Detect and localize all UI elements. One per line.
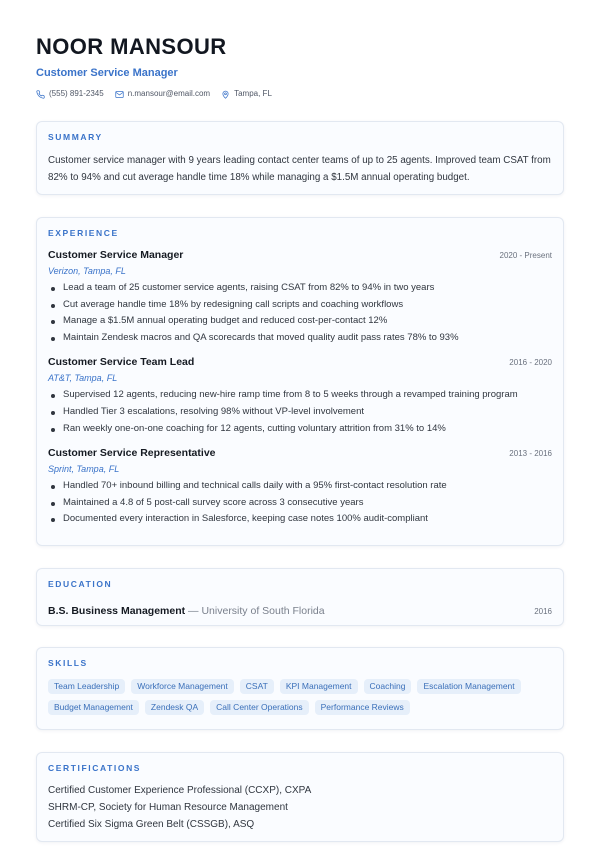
certifications-section: [36, 752, 564, 842]
school-name: University of South Florida: [201, 605, 325, 617]
job-company: Verizon, Tampa, FL: [48, 266, 126, 276]
skill-chips: [48, 679, 552, 721]
job-entry: [48, 248, 552, 346]
bullet-item: Ran weekly one-on-one coaching for 12 agents, cutting voluntary attrition from 31% to 14%: [48, 421, 552, 438]
bullet-item: Manage a $1.5M annual operating budget and reduced cost-per-contact 12%: [48, 313, 552, 330]
bullet-item: Maintained a 4.8 of 5 post-call survey score across 3 consecutive years: [48, 495, 552, 512]
map-pin-icon: [221, 90, 230, 99]
job-title: Customer Service Team Lead: [48, 356, 195, 369]
degree-name: B.S. Business Management: [48, 605, 186, 617]
skill-chip: Call Center Operations: [210, 700, 308, 715]
skill-chip: Workforce Management: [131, 679, 234, 694]
summary-text: Customer service manager with 9 years leading contact center teams of up to 25 agents. Improved team CSAT from 82% to 94% and cut average handle time 18% while managing a $1.5M annual operating budget.: [48, 155, 551, 183]
job-dates: 2016 - 2020: [509, 358, 552, 368]
bullet-item: Supervised 12 agents, reducing new-hire ramp time from 8 to 5 weeks through a revamped training program: [48, 387, 552, 404]
bullet-item: Handled 70+ inbound billing and technical calls daily with a 95% first-contact resolution rate: [48, 478, 552, 495]
experience-section: [36, 217, 564, 546]
mail-icon: [115, 90, 124, 99]
bullet-item: Handled Tier 3 escalations, resolving 98% without VP-level involvement: [48, 404, 552, 421]
bullet-item: Documented every interaction in Salesforce, keeping case notes 100% audit-compliant: [48, 511, 552, 528]
job-bullets: [48, 478, 552, 528]
job-company: Sprint, Tampa, FL: [48, 464, 120, 475]
skill-chip: KPI Management: [280, 679, 358, 694]
section-title: EXPERIENCE: [48, 228, 119, 238]
section-title: SKILLS: [48, 658, 88, 668]
email-text: n.mansour@email.com: [127, 89, 211, 98]
candidate-role: Customer Service Manager: [36, 67, 178, 79]
certification-list: [48, 782, 552, 833]
job-title: Customer Service Representative: [48, 447, 216, 460]
resume-header: [36, 34, 564, 99]
education-section: [36, 568, 564, 626]
section-title: CERTIFICATIONS: [48, 763, 142, 773]
job-entry: [48, 446, 552, 528]
certification-item: Certified Customer Experience Professional (CCXP), CXPA: [48, 785, 312, 796]
contact-phone: [36, 89, 104, 99]
job-entry: [48, 355, 552, 437]
skill-chip: Zendesk QA: [145, 700, 204, 715]
phone-icon: [36, 90, 45, 99]
education-entry: [48, 601, 552, 619]
skill-chip: Budget Management: [48, 700, 139, 715]
degree-separator: —: [185, 605, 202, 617]
job-company: AT&T, Tampa, FL: [48, 373, 118, 384]
bullet-item: Cut average handle time 18% by redesigning call scripts and coaching workflows: [48, 297, 552, 314]
job-bullets: [48, 280, 552, 346]
skill-chip: CSAT: [240, 679, 274, 694]
skill-chip: Escalation Management: [417, 679, 520, 694]
certification-item: SHRM-CP, Society for Human Resource Management: [48, 802, 288, 813]
graduation-year: 2016: [534, 607, 552, 616]
job-dates: 2020 - Present: [499, 251, 552, 260]
section-title: EDUCATION: [48, 579, 113, 589]
contact-location: [221, 89, 272, 99]
skill-chip: Performance Reviews: [315, 700, 410, 715]
location-text: Tampa, FL: [234, 89, 272, 98]
certification-item: Certified Six Sigma Green Belt (CSSGB), ASQ: [48, 819, 255, 830]
section-title: SUMMARY: [48, 132, 103, 142]
bullet-item: Lead a team of 25 customer service agents, raising CSAT from 82% to 94% in two years: [48, 280, 552, 297]
phone-text: (555) 891-2345: [49, 89, 104, 98]
bullet-item: Maintain Zendesk macros and QA scorecards that moved quality audit pass rates 78% to 93%: [48, 330, 552, 347]
candidate-name: NOOR MANSOUR: [36, 34, 227, 59]
skill-chip: Team Leadership: [48, 679, 125, 694]
job-bullets: [48, 387, 552, 437]
skill-chip: Coaching: [364, 679, 412, 694]
job-dates: 2013 - 2016: [509, 449, 552, 459]
job-title: Customer Service Manager: [48, 249, 184, 261]
summary-section: [36, 121, 564, 195]
contact-email: [115, 89, 210, 99]
contact-row: [36, 89, 564, 99]
skills-section: [36, 647, 564, 730]
